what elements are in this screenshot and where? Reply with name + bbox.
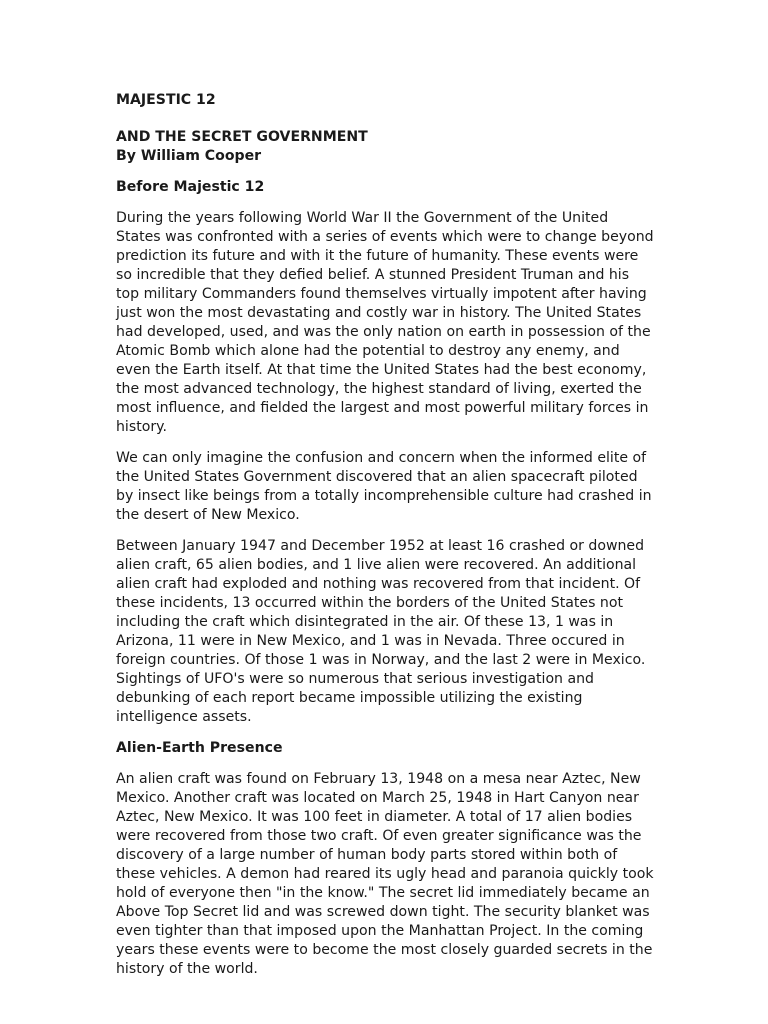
section-before-majestic xyxy=(116,178,656,727)
title-block xyxy=(116,128,656,166)
section-heading: Alien-Earth Presence xyxy=(116,740,283,756)
paragraph: Between January 1947 and December 1952 at least 16 crashed or downed alien craft, 65 alien bodies, and 1 live alien were recovered. An additional alien craft had exploded and nothing was recovered from that incident. Of these incidents, 13 occurred within the borders of the United States not including the craft which disintegrated in the air. Of these 13, 1 was in Arizona, 11 were in New Mexico, and 1 was in Nevada. Three occured in foreign countries. Of those 1 was in Norway, and the last 2 were in Mexico. Sightings of UFO's were so numerous that serious investigation and debunking of each report became impossible utilizing the existing intelligence assets. xyxy=(116,538,646,725)
author-byline: By William Cooper xyxy=(116,148,262,164)
document-subtitle: AND THE SECRET GOVERNMENT xyxy=(116,129,368,145)
section-alien-earth-presence xyxy=(116,739,656,979)
paragraph: An alien craft was found on February 13, 1948 on a mesa near Aztec, New Mexico. Another craft was located on March 25, 1948 in Hart Canyon near Aztec, New Mexico. It was 100 feet in diameter. A total of 17 alien bodies were recovered from those two craft. Of even greater significance was the discovery of a large number of human body parts stored within both of these vehicles. A demon had reared its ugly head and paranoia quickly took hold of everyone then "in the know." The secret lid immediately became an Above Top Secret lid and was screwed down tight. The security blanket was even tighter than that imposed upon the Manhattan Project. In the coming years these events were to become the most closely guarded secrets in the history of the world. xyxy=(116,771,654,977)
section-heading: Before Majestic 12 xyxy=(116,179,265,195)
document-body xyxy=(116,91,656,991)
document-title: MAJESTIC 12 xyxy=(116,92,216,108)
paragraph: We can only imagine the confusion and concern when the informed elite of the United States Government discovered that an alien spacecraft piloted by insect like beings from a totally incomprehensible culture had crashed in the desert of New Mexico. xyxy=(116,450,652,523)
paragraph: During the years following World War II the Government of the United States was confronted with a series of events which were to change beyond prediction its future and with it the future of humanity. These events were so incredible that they defied belief. A stunned President Truman and his top military Commanders found themselves virtually impotent after having just won the most devastating and costly war in history. The United States had developed, used, and was the only nation on earth in possession of the Atomic Bomb which alone had the potential to destroy any enemy, and even the Earth itself. At that time the United States had the best economy, the most advanced technology, the highest standard of living, exerted the most influence, and fielded the largest and most powerful military forces in history. xyxy=(116,210,654,435)
